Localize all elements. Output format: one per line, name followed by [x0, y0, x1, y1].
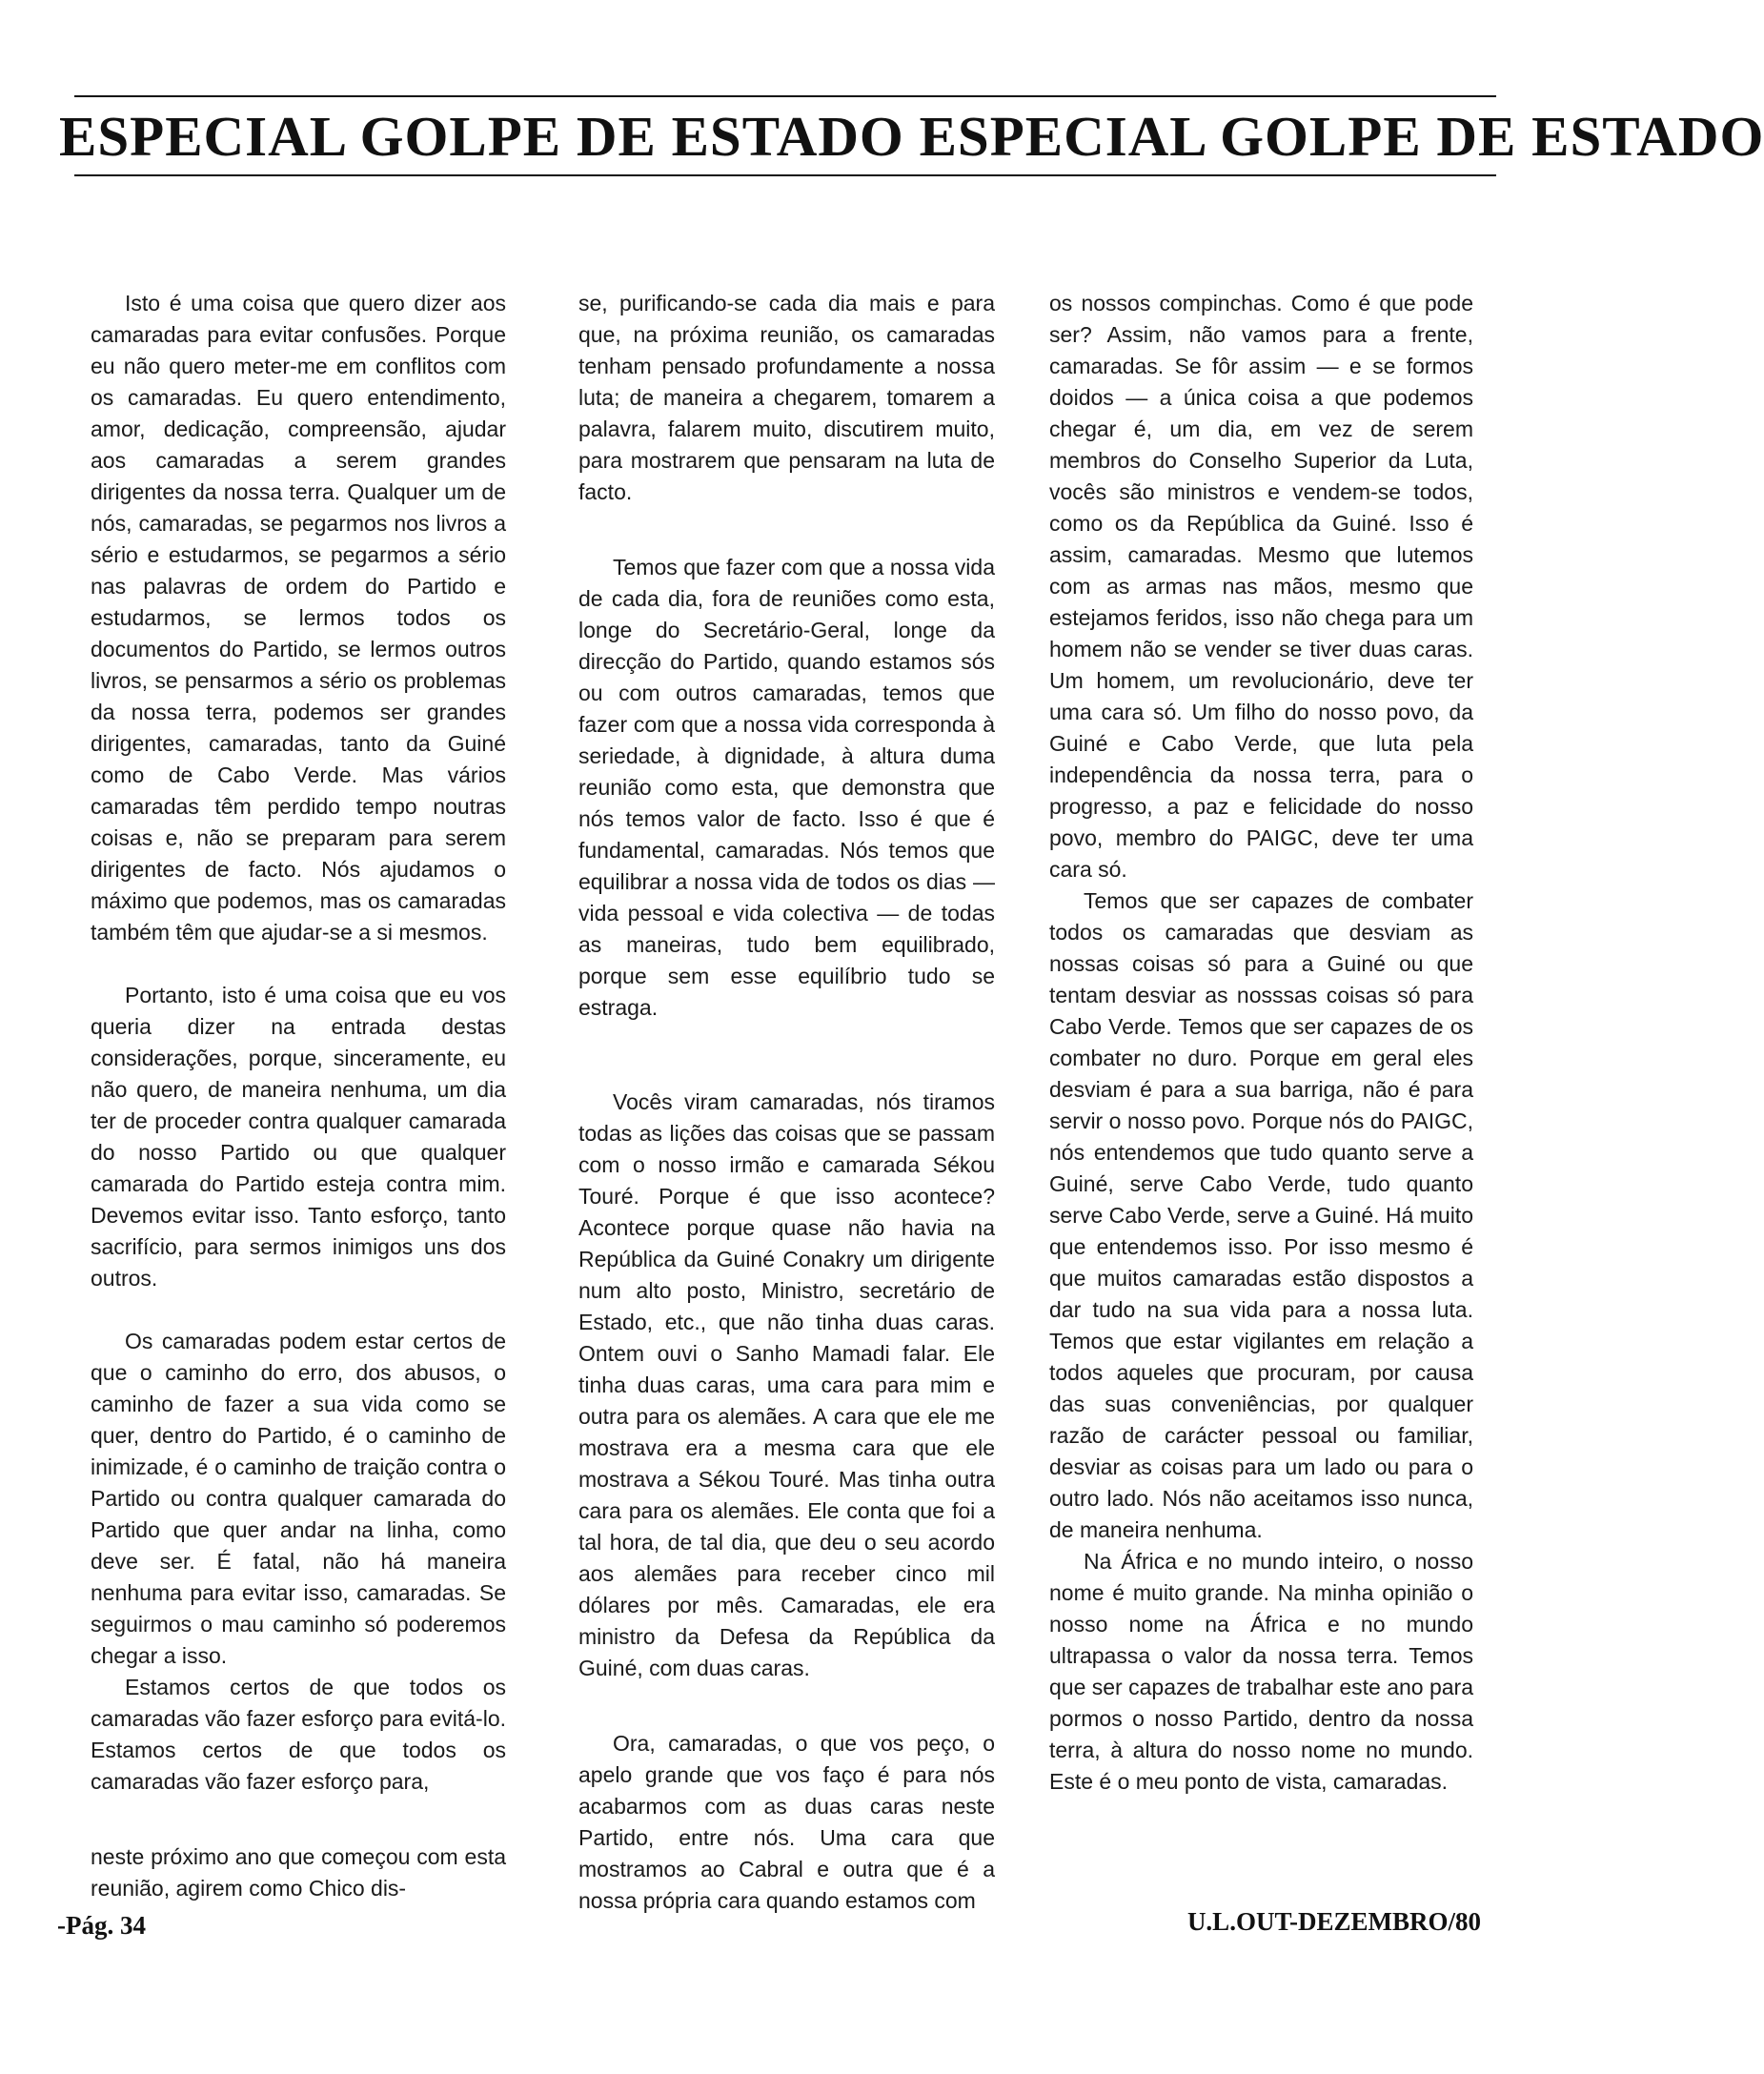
header-top-rule	[74, 95, 1496, 97]
paragraph: Portanto, isto é uma coisa que eu vos queria dizer na entrada destas considerações, porque, sinceramente, eu não quero, de maneira nenhuma, um dia ter de proceder contra qualquer camarada do nosso Partido ou que qualquer camarada do Partido esteja contra mim. Devemos evitar isso. Tanto esforço, tanto sacrifício, para sermos inimigos uns dos outros.	[91, 983, 506, 1291]
paragraph: Ora, camaradas, o que vos peço, o apelo grande que vos faço é para nós acabarmos com as duas caras neste Partido, entre nós. Uma cara que mostramos ao Cabral e outra que é a nossa própria cara quando estamos com	[578, 1731, 995, 1913]
paragraph: Vocês viram camaradas, nós tiramos todas as lições das coisas que se passam com o nosso irmão e camarada Sékou Touré. Porque é que isso acontece? Acontece porque quase não havia na República da Guiné Conakry um dirigente num alto posto, Ministro, secretário de Estado, etc., que não tinha duas caras. Ontem ouvi o Sanho Mamadi falar. Ele tinha duas caras, uma cara para mim e outra para os alemães. A cara que ele me mostrava era a mesma cara que ele mostrava a Sékou Touré. Mas tinha outra cara para os alemães. Ele conta que foi a tal hora, de tal dia, que deu o seu acordo aos alemães para receber cinco mil dólares por mês. Camaradas, ele era ministro da Defesa da República da Guiné, com duas caras.	[578, 1089, 995, 1680]
text-column-1	[91, 288, 506, 1904]
header-bottom-rule	[74, 174, 1496, 176]
section-banner-title: ESPECIAL GOLPE DE ESTADO ESPECIAL GOLPE DE ESTADO	[59, 105, 1764, 168]
paragraph: Estamos certos de que todos os camaradas vão fazer esforço para evitá-lo. Estamos certos de que todos os camaradas vão fazer esforço para,	[91, 1675, 506, 1794]
paragraph: se, purificando-se cada dia mais e para que, na próxima reunião, os camaradas tenham pensado profundamente a nossa luta; de maneira a chegarem, tomarem a palavra, falarem muito, discutirem muito, para mostrarem que pensaram na luta de facto.	[578, 291, 995, 504]
paragraph: Temos que ser capazes de combater todos os camaradas que desviam as nossas coisas só para a Guiné ou que tentam desviar as nosssas coisas só para Cabo Verde. Temos que ser capazes de os combater no duro. Porque em geral eles desviam é para a sua barriga, não é para servir o nosso povo. Porque nós do PAIGC, nós entendemos que tudo quanto serve a Guiné, serve Cabo Verde, tudo quanto serve Cabo Verde, serve a Guiné. Há muito que entendemos isso. Por isso mesmo é que muitos camaradas estão dispostos a dar tudo na sua vida para a nossa luta. Temos que estar vigilantes em relação a todos aqueles que procuram, por causa das suas conveniências, por qualquer razão de carácter pessoal ou familiar, desviar as coisas para um lado ou para o outro lado. Nós não aceitamos isso nunca, de maneira nenhuma.	[1049, 888, 1473, 1542]
text-column-3	[1049, 288, 1473, 1798]
paragraph: Na África e no mundo inteiro, o nosso nome é muito grande. Na minha opinião o nosso nome na África e no mundo ultrapassa o valor da nossa terra. Temos que ser capazes de trabalhar este ano para pormos o nosso Partido, dentro da nossa terra, à altura do nosso nome no mundo. Este é o meu ponto de vista, camaradas.	[1049, 1549, 1473, 1794]
text-column-2	[578, 288, 995, 1917]
paragraph: os nossos compinchas. Como é que pode ser? Assim, não vamos para a frente, camaradas. Se fôr assim — e se formos doidos — a única coisa a que podemos chegar é, um dia, em vez de serem membros do Conselho Superior da Luta, vocês são ministros e vendem-se todos, como os da República da Guiné. Isso é assim, camaradas. Mesmo que lutemos com as armas nas mãos, mesmo que estejamos feridos, isso não chega para um homem não se vender se tiver duas caras. Um homem, um revolucionário, deve ter uma cara só. Um filho do nosso povo, da Guiné e Cabo Verde, que luta pela independência da nossa terra, para o progresso, a paz e felicidade do nosso povo, membro do PAIGC, deve ter uma cara só.	[1049, 291, 1473, 882]
paragraph: Isto é uma coisa que quero dizer aos camaradas para evitar confusões. Porque eu não quero meter-me em conflitos com os camaradas. Eu quero entendimento, amor, dedicação, compreensão, ajudar aos camaradas a serem grandes dirigentes da nossa terra. Qualquer um de nós, camaradas, se pegarmos nos livros a sério e estudarmos, se pegarmos a sério nas palavras de ordem do Partido e estudarmos, se lermos todos os documentos do Partido, se lermos outros livros, se pensarmos a sério os problemas da nossa terra, podemos ser grandes dirigentes, camaradas, tanto da Guiné como de Cabo Verde. Mas vários camaradas têm perdido tempo noutras coisas e, não se preparam para serem dirigentes de facto. Nós ajudamos o máximo que podemos, mas os camaradas também têm que ajudar-se a si mesmos.	[91, 291, 506, 945]
paragraph: neste próximo ano que começou com esta reunião, agirem como Chico dis-	[91, 1844, 506, 1901]
paragraph: Temos que fazer com que a nossa vida de cada dia, fora de reuniões como esta, longe do Secretário-Geral, longe da direcção do Partido, quando estamos sós ou com outros camaradas, temos que fazer com que a nossa vida corresponda à seriedade, à dignidade, à altura duma reunião como esta, que demonstra que nós temos valor de facto. Isso é que é fundamental, camaradas. Nós temos que equilibrar a nossa vida de todos os dias — vida pessoal e vida colectiva — de todas as maneiras, tudo bem equilibrado, porque sem esse equilíbrio tudo se estraga.	[578, 555, 995, 1020]
issue-label: U.L.OUT-DEZEMBRO/80	[1186, 1907, 1481, 1936]
page-number: -Pág. 34	[57, 1911, 146, 1940]
paragraph: Os camaradas podem estar certos de que o caminho do erro, dos abusos, o caminho de fazer a sua vida como se quer, dentro do Partido, é o caminho de inimizade, é o caminho de traição contra o Partido ou contra qualquer camarada do Partido que quer andar na linha, como deve ser. É fatal, não há maneira nenhuma para evitar isso, camaradas. Se seguirmos o mau caminho só poderemos chegar a isso.	[91, 1329, 506, 1668]
